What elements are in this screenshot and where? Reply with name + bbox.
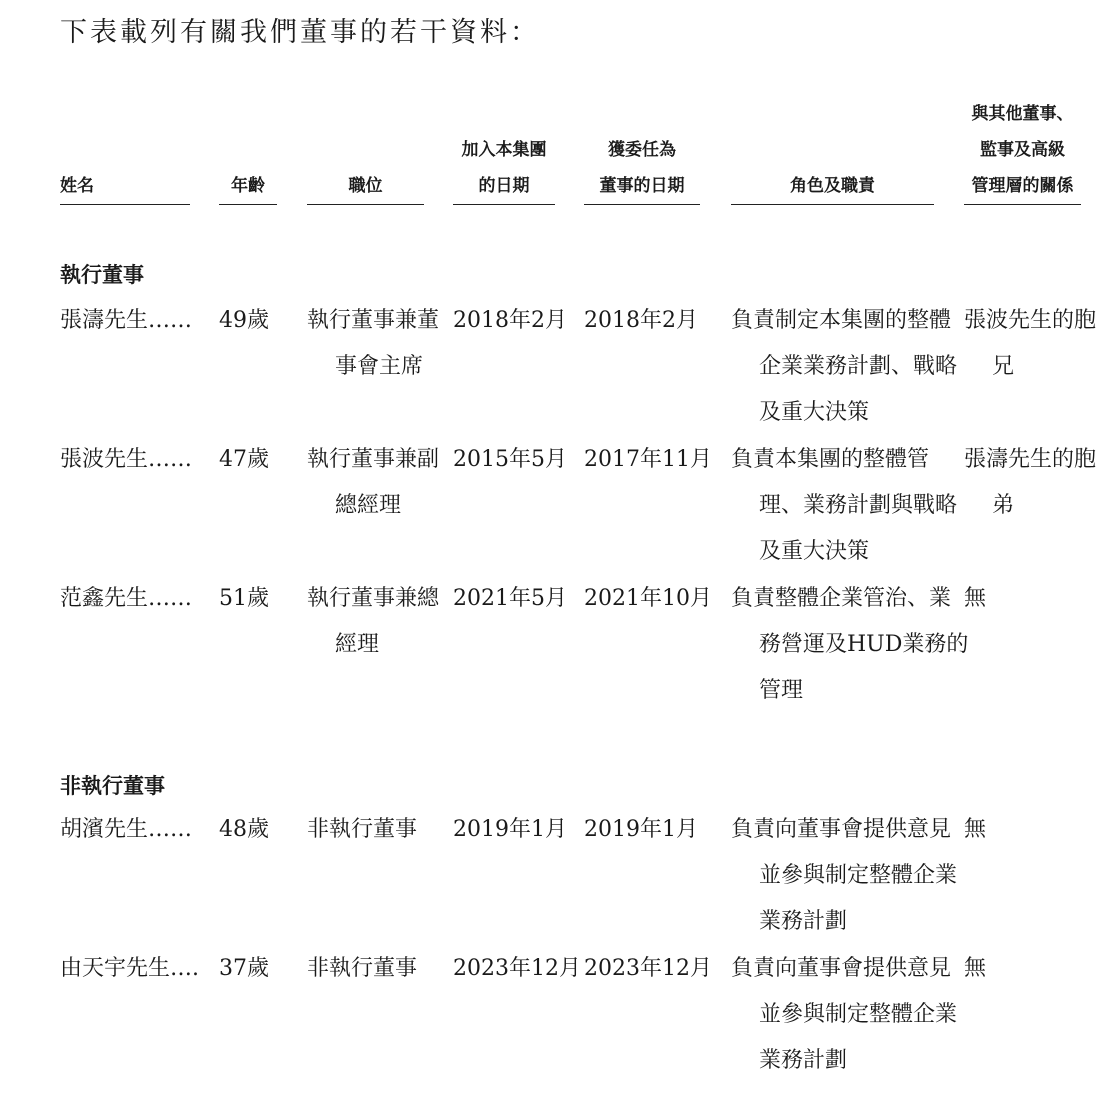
position-line: 執行董事兼總 [307,586,440,611]
roles-line: 業務計劃 [759,909,848,934]
roles-line: 及重大決策 [759,539,870,564]
header-relationship-line-3: 管理層的關係 [971,176,1074,196]
appointment-date: 2021年10月 [584,586,712,611]
header-age-line: 年齡 [231,176,265,196]
roles [731,807,958,945]
relationship [964,946,1082,992]
header-name [60,60,190,205]
director-name: 張濤先生…… [60,308,193,333]
director-position [307,298,440,390]
roles-line: 務營運及HUD業務的 [759,632,969,657]
roles [731,576,969,714]
join-date: 2021年5月 [453,586,567,611]
header-relationship [964,60,1081,205]
roles-line: 負責向董事會提供意見 [731,956,952,981]
director-age: 37歲 [219,956,269,981]
director-age: 49歲 [219,308,269,333]
roles [731,946,958,1084]
relationship-line: 無 [964,956,987,981]
position-line: 執行董事兼董 [307,308,440,333]
join-date: 2023年12月 [453,956,581,981]
header-position-line: 職位 [348,176,383,196]
roles [731,298,958,436]
position-line: 非執行董事 [307,817,418,842]
roles-line: 負責制定本集團的整體 [731,308,952,333]
position-line: 總經理 [335,493,402,518]
roles-line: 負責本集團的整體管 [731,447,930,472]
header-join-date [453,60,555,205]
header-join-date-line-1: 加入本集團 [461,140,547,160]
director-name: 胡濱先生…… [60,817,193,842]
roles-line: 業務計劃 [759,1048,848,1073]
roles-line: 並參與制定整體企業 [759,863,958,888]
relationship [964,576,1082,622]
join-date: 2018年2月 [453,308,567,333]
position-line: 經理 [335,632,380,657]
appointment-date: 2018年2月 [584,308,698,333]
director-name: 張波先生…… [60,447,193,472]
roles-line: 負責整體企業管治、業 [731,586,952,611]
director-name: 由天宇先生…. [60,956,199,981]
header-appointment-date-line-2: 董事的日期 [599,176,685,196]
header-roles-line: 角色及職責 [790,176,875,196]
director-position [307,576,440,668]
roles-line: 並參與制定整體企業 [759,1002,958,1027]
header-relationship-line-2: 監事及高級 [980,140,1065,160]
position-line: 執行董事兼副 [307,447,440,472]
relationship-line: 張波先生的胞 [964,308,1097,333]
header-join-date-line-2: 的日期 [478,176,530,196]
appointment-date: 2023年12月 [584,956,712,981]
relationship-line: 張濤先生的胞 [964,447,1097,472]
roles-line: 管理 [759,678,804,703]
header-roles [731,60,934,205]
position-line: 非執行董事 [307,956,418,981]
join-date: 2019年1月 [453,817,567,842]
appointment-date: 2017年11月 [584,447,712,472]
header-appointment-date [584,60,700,205]
position-line: 事會主席 [335,354,424,379]
header-position [307,60,424,205]
roles-line: 及重大決策 [759,400,870,425]
director-position [307,946,425,992]
director-age: 47歲 [219,447,269,472]
section-title-non-executive: 非執行董事 [60,774,165,798]
relationship-line: 兄 [992,354,1015,379]
relationship [964,298,1097,390]
director-name: 范鑫先生…… [60,586,193,611]
director-age: 51歲 [219,586,269,611]
appointment-date: 2019年1月 [584,817,698,842]
header-relationship-line-1: 與其他董事、 [971,104,1074,124]
join-date: 2015年5月 [453,447,567,472]
roles-line: 負責向董事會提供意見 [731,817,952,842]
section-title-executive: 執行董事 [60,263,144,287]
header-appointment-date-line-1: 獲委任為 [608,140,676,160]
roles [731,437,958,575]
director-position [307,807,425,853]
intro-text: 下表載列有關我們董事的若干資料： [60,17,540,48]
relationship [964,437,1097,529]
relationship-line: 無 [964,586,987,611]
roles-line: 企業業務計劃、戰略 [759,354,958,379]
director-position [307,437,440,529]
relationship [964,807,1082,853]
roles-line: 理、業務計劃與戰略 [759,493,958,518]
relationship-line: 弟 [992,493,1015,518]
header-name-line: 姓名 [60,176,94,196]
header-age [219,60,277,205]
director-age: 48歲 [219,817,269,842]
relationship-line: 無 [964,817,987,842]
